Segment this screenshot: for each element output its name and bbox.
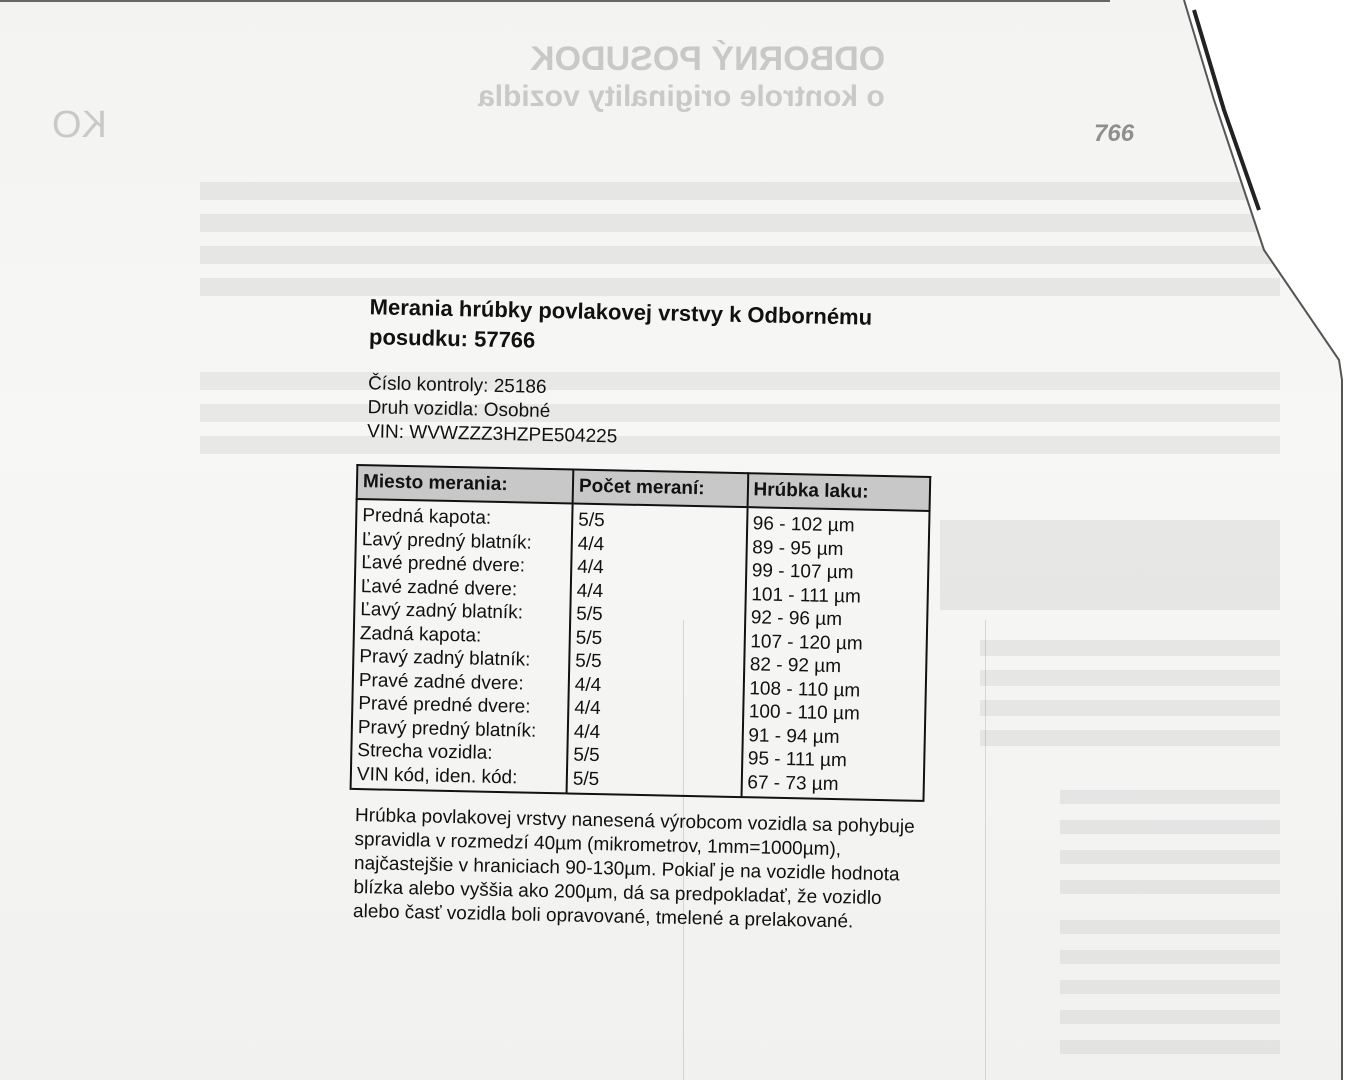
count-cell: 4/4 [573, 721, 601, 743]
thickness-cell: 95 - 111 µm [747, 748, 848, 772]
vin-label: VIN: [366, 421, 405, 443]
paint-thickness-table [350, 464, 932, 802]
page-fold-edge [1094, 0, 1354, 1080]
ghost-column-line [985, 620, 986, 1080]
page-top-edge [0, 0, 1110, 2]
place-cell: Pravé zadné dvere: [358, 669, 524, 695]
place-cell: Pravé predné dvere: [358, 693, 531, 718]
place-cell: Ľavý predný blatník: [361, 528, 533, 554]
thickness-cell: 99 - 107 µm [751, 560, 854, 584]
count-cell: 5/5 [576, 603, 603, 626]
thickness-cell: 92 - 96 µm [750, 607, 843, 631]
place-cell: VIN kód, iden. kód: [356, 763, 518, 788]
place-cell: Ľavé predné dvere: [361, 552, 526, 577]
vehicle-type-value: Osobné [483, 399, 551, 423]
place-cell: Zadná kapota: [359, 622, 482, 647]
thickness-cell: 100 - 110 µm [748, 701, 860, 725]
count-cell: 5/5 [575, 650, 602, 673]
count-cell: 5/5 [573, 744, 600, 767]
ghost-heading-2: o kontrole originality vozidla [478, 80, 885, 113]
place-cell: Ľavé zadné dvere: [360, 575, 518, 600]
place-cell: Strecha vozidla: [357, 740, 493, 764]
header-count: Počet meraní: [573, 470, 748, 508]
vehicle-info [367, 372, 958, 456]
place-column [351, 499, 573, 793]
header-thickness: Hrúbka laku: [747, 473, 930, 511]
ghost-heading-1: ODBORNÝ POSUDOK [530, 40, 886, 78]
thickness-cell: 67 - 73 µm [747, 771, 839, 795]
measurement-sheet [347, 292, 960, 936]
count-cell: 4/4 [574, 697, 601, 720]
thickness-cell: 107 - 120 µm [750, 630, 863, 655]
count-cell: 5/5 [572, 768, 600, 790]
thickness-column [741, 507, 929, 801]
count-cell: 5/5 [578, 509, 605, 532]
count-cell: 4/4 [574, 674, 602, 696]
thickness-cell: 101 - 111 µm [751, 583, 862, 608]
thickness-cell: 91 - 94 µm [748, 724, 840, 748]
vin-value: WVWZZZ3HZPE504225 [409, 422, 618, 448]
thickness-cell: 89 - 95 µm [752, 536, 844, 560]
explanatory-note: Hrúbka povlakovej vrstvy nanesená výrobcom vozidla sa pohybuje spravidla v rozmedzí 40µm (mikrometrov, 1mm=1000µm), najčastejšie v hraniciach 90-130µm. Pokiaľ je na vozidle hodnota blízka alebo vyššia ako 200µm, dá sa predpokladať, že vozidlo alebo časť vozidla boli opravované, tmelené a prelakované. [352, 805, 915, 933]
thickness-cell: 108 - 110 µm [749, 677, 861, 702]
thickness-cell: 82 - 92 µm [749, 654, 842, 678]
document-title: Merania hrúbky povlakovej vrstvy k Odbornému posudku: 57766 [368, 294, 873, 353]
ghost-number: 766 [1094, 120, 1135, 147]
count-cell: 5/5 [575, 627, 603, 649]
place-cell: Pravý predný blatník: [357, 716, 537, 742]
ghost-code: KO [52, 104, 107, 146]
count-cell: 4/4 [576, 580, 604, 602]
count-cell: 4/4 [577, 533, 605, 555]
header-place: Miesto merania: [357, 465, 574, 504]
place-cell: Predná kapota: [362, 505, 492, 529]
place-cell: Pravý zadný blatník: [359, 646, 531, 671]
place-cell: Ľavý zadný blatník: [360, 599, 524, 624]
thickness-cell: 96 - 102 µm [752, 513, 855, 537]
table-body [351, 499, 930, 801]
vehicle-type-label: Druh vozidla: [367, 397, 479, 421]
count-cell: 4/4 [577, 556, 604, 579]
control-number-label: Číslo kontroly: [367, 373, 489, 397]
count-column [567, 503, 748, 797]
control-number-value: 25186 [493, 375, 547, 398]
